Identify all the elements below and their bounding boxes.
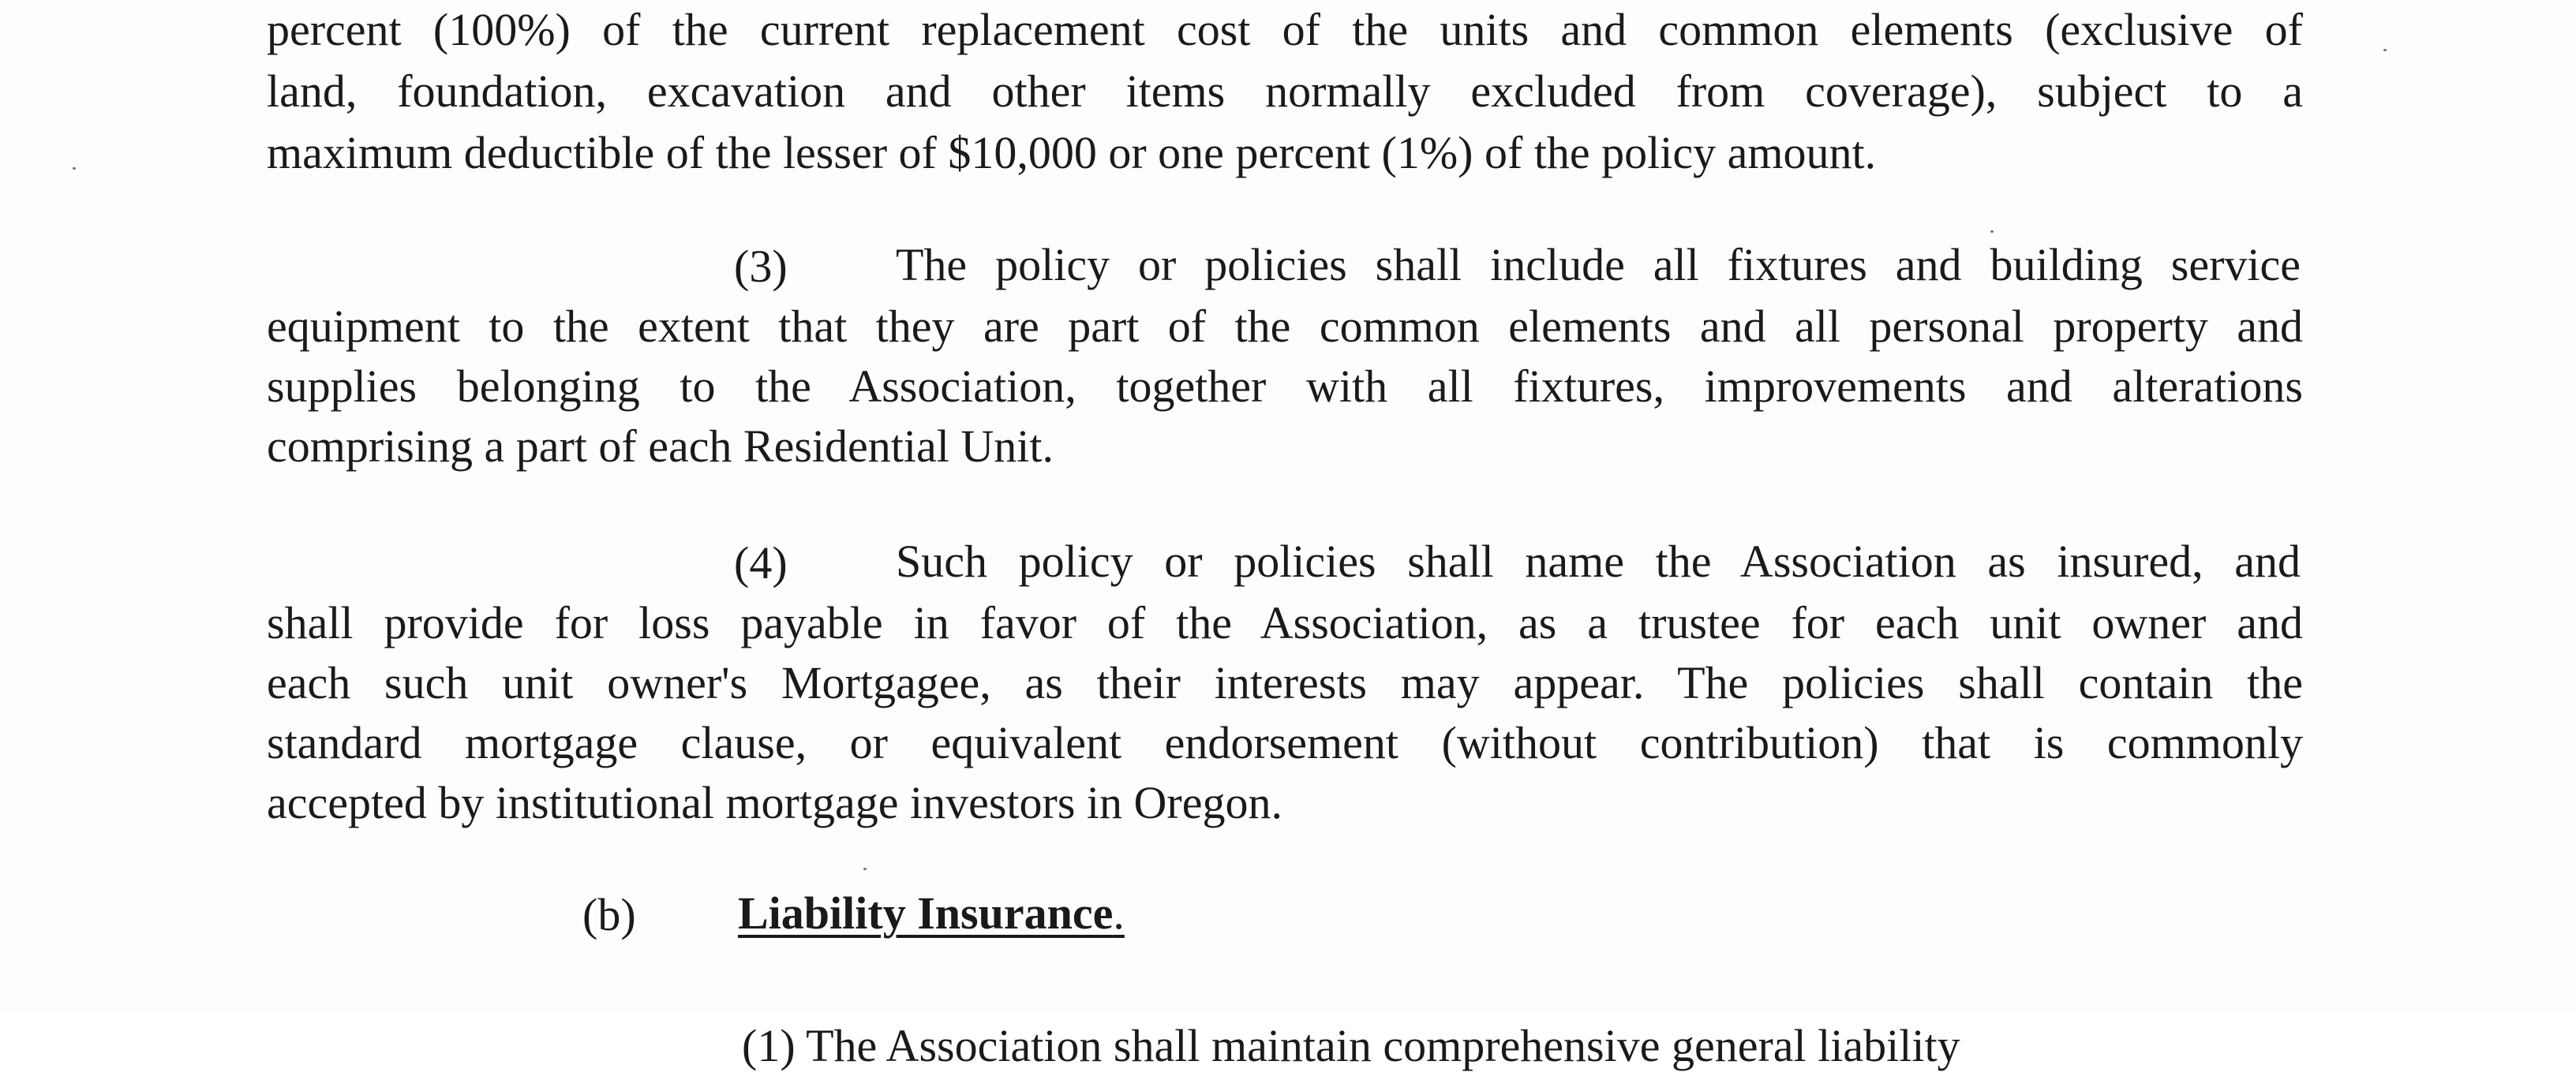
paragraph-lead-line: Such policy or policies shall name the Association as insured, and [896, 536, 2301, 587]
paragraph-line: comprising a part of each Residential Unit. [267, 420, 1054, 472]
paragraph-line: standard mortgage clause, or equivalent endorsement (without contribution) that is commonly [267, 717, 2303, 768]
section-letter: (b) [582, 889, 636, 940]
partial-next-line [742, 992, 2305, 1071]
section-heading-period: . [1113, 887, 1125, 939]
paragraph-line: equipment to the extent that they are part of the common elements and all personal property and [267, 301, 2303, 352]
scan-speck [73, 167, 76, 170]
paragraph-lead-line: The policy or policies shall include all fixtures and building service [896, 239, 2301, 290]
section-heading [738, 884, 1125, 943]
paragraph-line: maximum deductible of the lesser of $10,000 or one percent (1%) of the policy amount. [267, 127, 1877, 178]
scan-speck [1990, 230, 1994, 233]
paragraph-number: (4) [734, 537, 788, 588]
section-heading-text: Liability Insurance [738, 887, 1114, 939]
scan-speck [2383, 49, 2387, 51]
paragraph-number: (3) [734, 241, 788, 292]
paragraph-line: percent (100%) of the current replacement cost of the units and common elements (exclusive of [267, 4, 2303, 55]
paragraph-line: supplies belonging to the Association, together with all fixtures, improvements and alterations [267, 361, 2303, 412]
paragraph-line: each such unit owner's Mortgagee, as their interests may appear. The policies shall contain the [267, 657, 2303, 708]
paragraph-line: shall provide for loss payable in favor of the Association, as a trustee for each unit owner and [267, 597, 2303, 648]
paragraph-line: accepted by institutional mortgage investors in Oregon. [267, 777, 1282, 828]
paragraph-line: land, foundation, excavation and other items normally excluded from coverage), subject to a [267, 65, 2303, 117]
scan-speck [863, 868, 867, 870]
partial-next-line-text: (1) The Association shall maintain comprehensive general liability [742, 1020, 1960, 1071]
